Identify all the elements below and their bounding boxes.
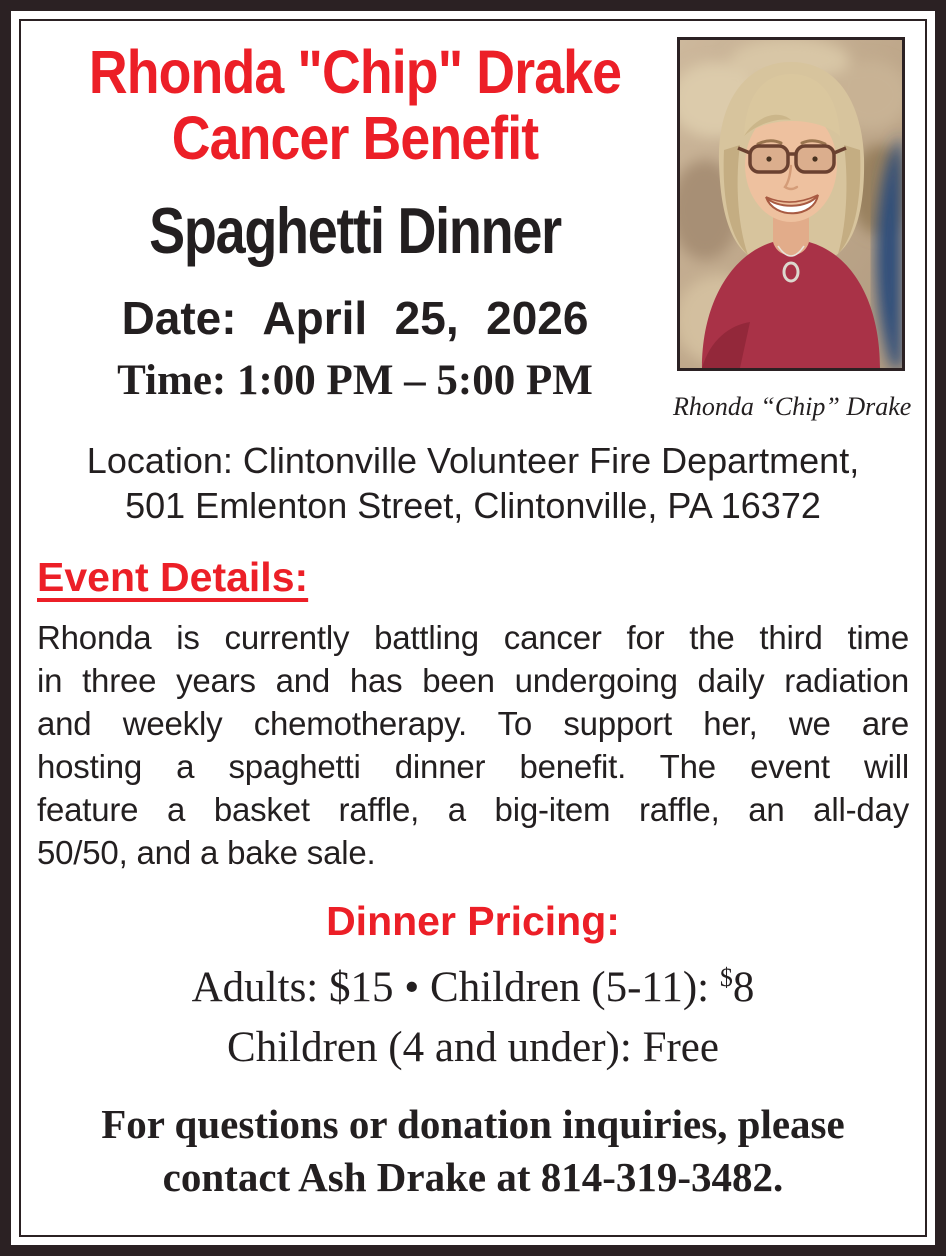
paragraph-line: and weekly chemotherapy. To support her, we are <box>37 705 909 742</box>
event-subtitle: Spaghetti Dinner <box>149 194 561 267</box>
paragraph-line: hosting a spaghetti dinner benefit. The event will <box>37 748 909 785</box>
paragraph-line: feature a basket raffle, a big-item raffle, an all-day <box>37 791 909 828</box>
dollar-sup: $ <box>719 963 733 992</box>
paragraph-line: in three years and has been undergoing daily radiation <box>37 662 909 699</box>
location-line2: 501 Emlenton Street, Clintonville, PA 16372 <box>125 485 821 526</box>
event-time: Time: 1:00 PM – 5:00 PM <box>117 357 593 404</box>
paragraph-line: 50/50, and a bake sale. <box>37 834 376 871</box>
location-block <box>37 438 909 528</box>
flyer-inner-border <box>19 19 927 1237</box>
event-title-line2: Cancer Benefit <box>171 104 539 172</box>
portrait-photo-illustration <box>680 40 902 368</box>
pricing-section <box>37 898 909 1074</box>
event-details-heading: Event Details: <box>37 554 309 600</box>
pricing-adults-children <box>37 952 909 1014</box>
event-date: Date: April 25, 2026 <box>121 292 589 344</box>
pricing-children-free: Children (4 and under): Free <box>227 1024 719 1071</box>
header <box>37 31 912 422</box>
paragraph-line: Rhonda is currently battling cancer for the third time <box>37 619 909 656</box>
pricing-heading: Dinner Pricing: <box>326 898 620 944</box>
location-line1: Location: Clintonville Volunteer Fire Department, <box>86 440 860 481</box>
footer-line1: For questions or donation inquiries, please <box>101 1101 845 1147</box>
portrait-photo <box>677 37 905 371</box>
photo-block <box>673 31 912 422</box>
header-text-block <box>37 31 673 405</box>
photo-caption: Rhonda “Chip” Drake <box>673 392 912 421</box>
event-details-paragraph <box>37 616 909 874</box>
pricing-child-value: 8 <box>732 964 755 1011</box>
pricing-adults-text: Adults: $15 • Children (5-11): <box>191 964 720 1011</box>
event-details-section <box>37 528 909 874</box>
contact-footer <box>37 1098 909 1204</box>
event-title-line1: Rhonda "Chip" Drake <box>88 38 622 106</box>
footer-line2: contact Ash Drake at 814-319-3482. <box>162 1154 784 1200</box>
